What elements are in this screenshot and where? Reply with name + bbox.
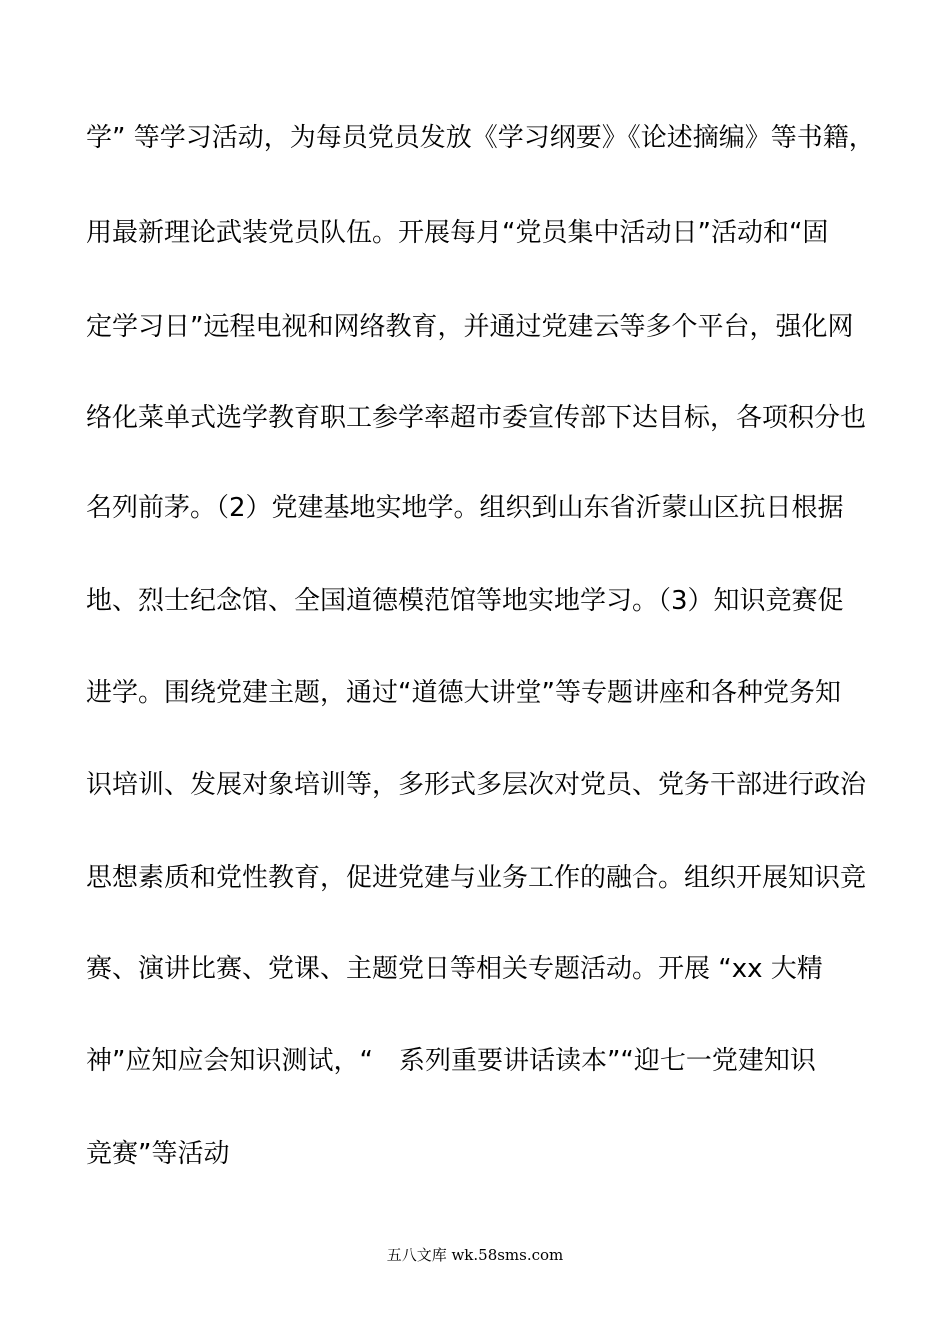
body-text-line: 思想素质和党性教育，促进党建与业务工作的融合。组织开展知识竞: [86, 863, 867, 893]
body-text-line: 地、烈士纪念馆、全国道德模范馆等地实地学习。（3）知识竞赛促: [86, 586, 844, 616]
body-text-line: 名列前茅。（2）党建基地实地学。组织到山东省沂蒙山区抗日根据: [86, 493, 844, 523]
body-text-line: 竞赛”等活动: [86, 1139, 230, 1169]
body-text-line: 赛、演讲比赛、党课、主题党日等相关专题活动。开展 “xx 大精: [86, 954, 823, 984]
body-text-line: 神”应知应会知识测试，“ 系列重要讲话读本”“迎七一党建知识: [86, 1046, 816, 1076]
body-text-line: 用最新理论武装党员队伍。开展每月“党员集中活动日”活动和“固: [86, 218, 829, 248]
body-text-line: 定学习日”远程电视和网络教育，并通过党建云等多个平台，强化网: [86, 312, 854, 342]
body-text-line: 进学。围绕党建主题，通过“道德大讲堂”等专题讲座和各种党务知: [86, 678, 841, 708]
page-footer-watermark: 五八文库 wk.58sms.com: [386, 1246, 564, 1264]
body-text-line: 络化菜单式选学教育职工参学率超市委宣传部下达目标，各项积分也: [86, 403, 867, 433]
body-text-line: 识培训、发展对象培训等，多形式多层次对党员、党务干部进行政治: [86, 770, 867, 800]
body-text-line: 学” 等学习活动，为每员党员发放《学习纲要》《论述摘编》等书籍，: [86, 123, 875, 153]
